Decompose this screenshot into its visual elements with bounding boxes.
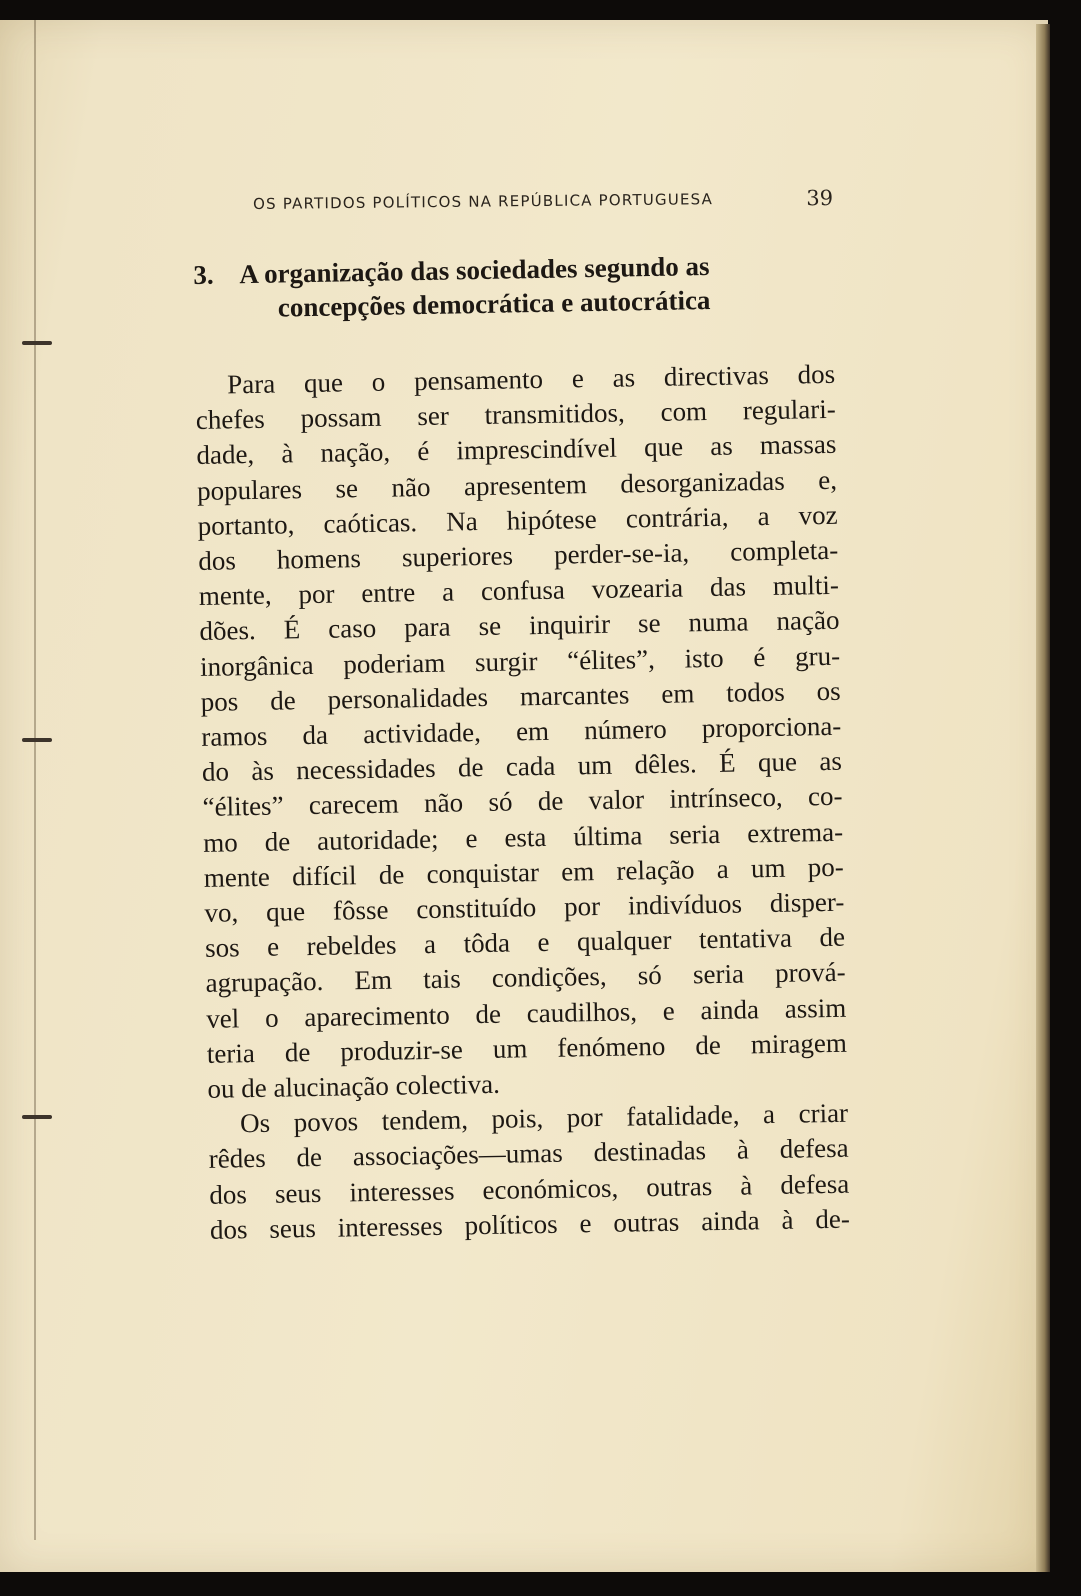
binding-stitch <box>10 338 60 348</box>
text-line: pos de personalidades marcantes em todos os <box>200 675 841 717</box>
section-title-line-2: concepções democrática e autocrática <box>277 284 711 323</box>
text-line: agrupação. Em tais condições, só seria prová- <box>205 957 846 999</box>
text-line: Para que o pensamento e as directivas dos <box>226 358 836 400</box>
binding-gutter <box>34 20 36 1540</box>
section-number: 3. <box>193 259 214 290</box>
text-line: inorgânica poderiam surgir “élites”, isto é gru- <box>199 640 841 682</box>
paragraph <box>195 357 848 1107</box>
text-line: vo, que fôsse constituído por indivíduos disper- <box>204 886 845 928</box>
text-line: ramos da actividade, em número proporciona- <box>201 710 842 752</box>
binding-stitch <box>10 735 60 745</box>
text-line: dos seus interesses económicos, outras à defesa <box>209 1168 850 1210</box>
text-line: populares se não apresentem desorganizadas e, <box>196 464 838 506</box>
binding-stitch <box>10 1112 60 1122</box>
text-line: portanto, caóticas. Na hipótese contrária, a voz <box>197 499 838 541</box>
text-line: mente, por entre a confusa vozearia das multi- <box>198 570 840 612</box>
section-heading <box>193 247 834 326</box>
section-title-line-1: A organização das sociedades segundo as <box>239 250 710 290</box>
text-line: ou de alucinação colectiva. <box>207 1068 501 1104</box>
text-line: mente difícil de conquistar em relação a um po- <box>203 851 844 893</box>
text-line: dões. É caso para se inquirir se numa nação <box>199 605 840 647</box>
text-line: dos seus interesses políticos e outras ainda à de- <box>209 1203 851 1245</box>
text-line: rêdes de associações—umas destinadas à defesa <box>208 1133 849 1175</box>
text-line: dos homens superiores perder-se-ia, completa- <box>198 534 839 576</box>
text-line: mo de autoridade; e esta última seria extrema- <box>202 816 844 858</box>
text-line: dade, à nação, é imprescindível que as massas <box>196 429 837 471</box>
text-line: teria de produzir-se um fenómeno de miragem <box>206 1027 848 1069</box>
text-line: do às necessidades de cada um dêles. É que as <box>201 745 843 788</box>
text-block <box>193 247 850 1248</box>
text-line: sos e rebeldes a tôda e qualquer tentativa de <box>204 921 846 964</box>
text-line: vel o aparecimento de caudilhos, e ainda assim <box>206 992 847 1034</box>
text-line: Os povos tendem, pois, por fatalidade, a criar <box>239 1097 849 1139</box>
text-line: “élites” carecem não só de valor intrínseco, co- <box>202 781 843 823</box>
page-number: 39 <box>806 185 834 211</box>
paragraph <box>208 1096 850 1248</box>
running-head-title: OS PARTIDOS POLÍTICOS NA REPÚBLICA PORTUGUESA <box>253 190 714 213</box>
page-edge <box>1036 24 1050 1572</box>
text-line: chefes possam ser transmitidos, com regulari- <box>195 394 836 436</box>
